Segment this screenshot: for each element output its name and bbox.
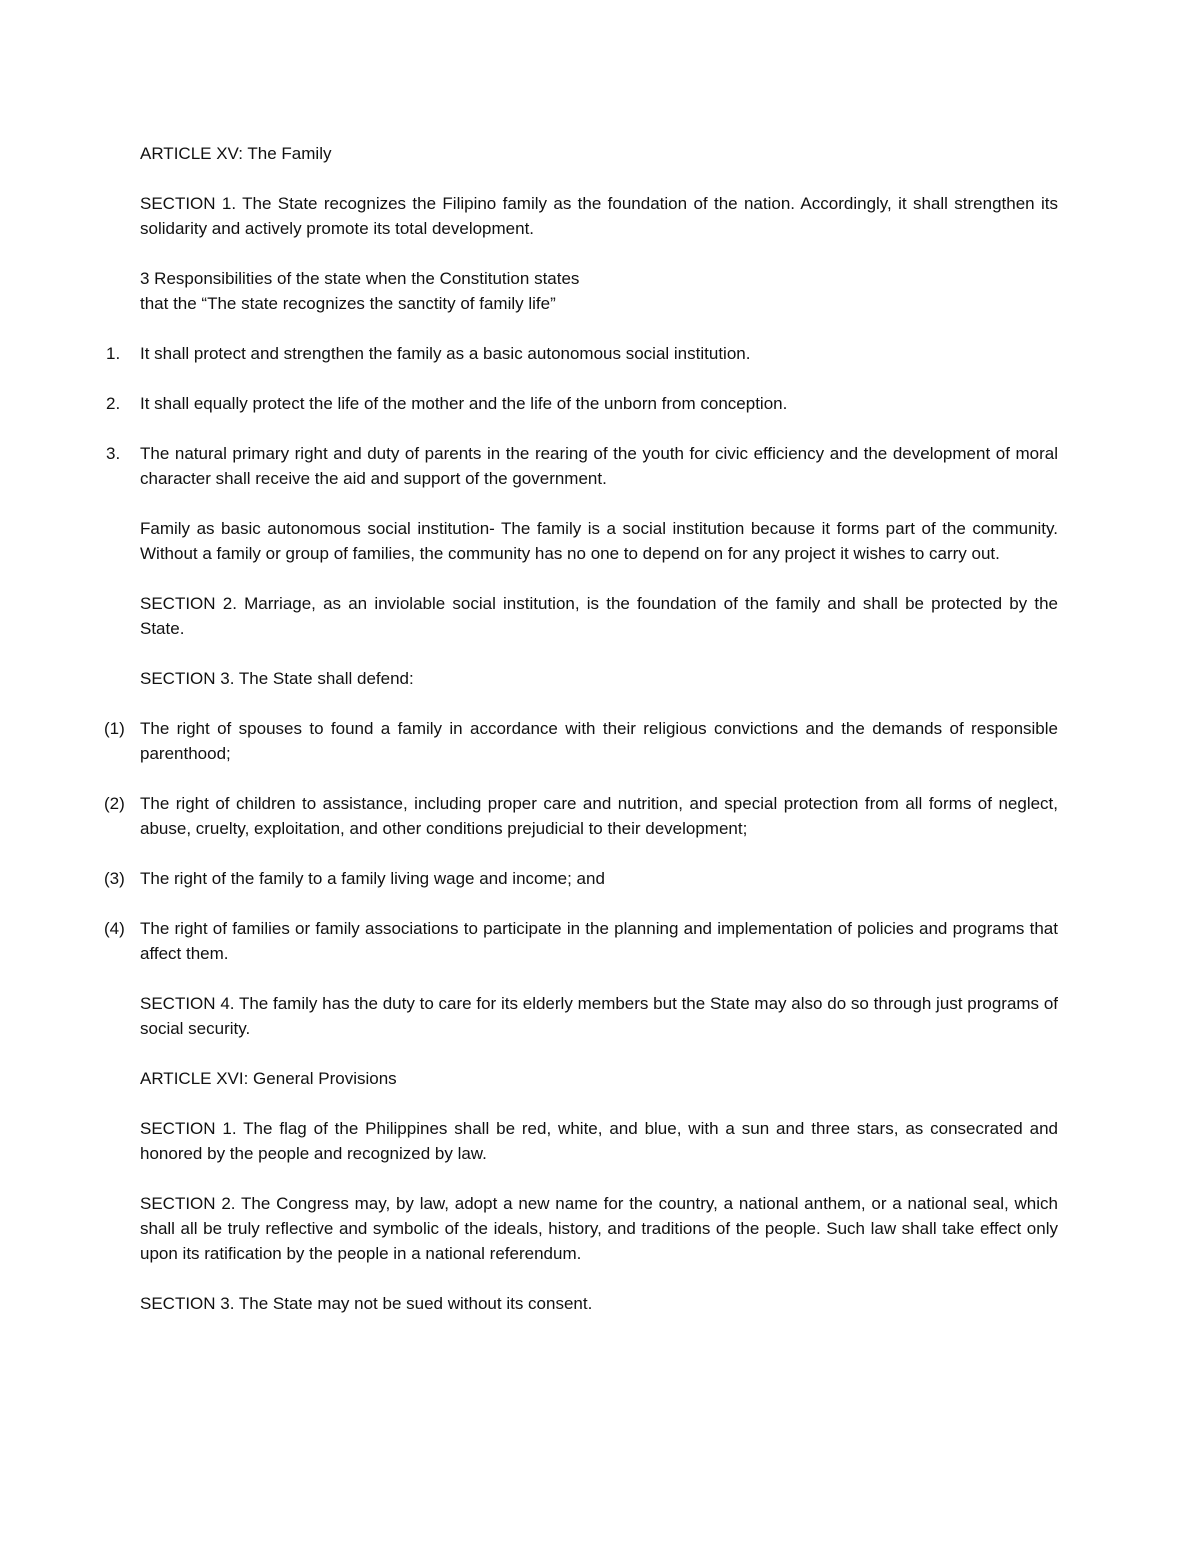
article-16-section-2: SECTION 2. The Congress may, by law, adopt a new name for the country, a national anthem, or a national seal, which shall all be truly reflective and symbolic of the ideals, history, and traditions of the people. Such law shall take effect only upon its ratification by the people in a national referendum. <box>140 1194 1058 1263</box>
document-body <box>104 141 1058 1341</box>
list-item-text: The right of families or family associations to participate in the planning and implementation of policies and programs that affect them. <box>140 919 1058 963</box>
article-15-title: ARTICLE XV: The Family <box>140 144 332 163</box>
responsibility-item <box>106 391 1058 416</box>
list-marker: 1. <box>106 344 121 363</box>
list-item-text: The right of the family to a family living wage and income; and <box>140 869 605 888</box>
responsibility-item <box>106 441 1058 491</box>
list-marker: (2) <box>104 794 125 813</box>
list-item-text: The natural primary right and duty of parents in the rearing of the youth for civic efficiency and the development of moral character shall receive the aid and support of the government. <box>140 444 1058 488</box>
article-15-section-4: SECTION 4. The family has the duty to care for its elderly members but the State may also do so through just programs of social security. <box>140 994 1058 1038</box>
list-item-text: It shall equally protect the life of the mother and the life of the unborn from conception. <box>140 394 788 413</box>
defend-item <box>104 716 1058 766</box>
list-marker: (3) <box>104 869 125 888</box>
family-institution-paragraph: Family as basic autonomous social institution- The family is a social institution because it forms part of the community. Without a family or group of families, the community has no one to depend on for any project it wishes to carry out. <box>140 519 1058 563</box>
list-marker: 3. <box>106 444 121 463</box>
list-item-text: It shall protect and strengthen the family as a basic autonomous social institution. <box>140 344 751 363</box>
list-item-text: The right of children to assistance, including proper care and nutrition, and special protection from all forms of neglect, abuse, cruelty, exploitation, and other conditions prejudicial to their development; <box>140 794 1058 838</box>
defend-item <box>104 866 1058 891</box>
article-15-section-1: SECTION 1. The State recognizes the Filipino family as the foundation of the nation. Accordingly, it shall strengthen its solidarity and actively promote its total development. <box>140 194 1058 238</box>
list-marker: 2. <box>106 394 121 413</box>
responsibilities-intro-line-1: 3 Responsibilities of the state when the Constitution states <box>140 269 580 288</box>
article-16-section-1: SECTION 1. The flag of the Philippines shall be red, white, and blue, with a sun and three stars, as consecrated and honored by the people and recognized by law. <box>140 1119 1058 1163</box>
responsibilities-intro-line-2: that the “The state recognizes the sanctity of family life” <box>140 294 556 313</box>
defend-item <box>104 791 1058 841</box>
article-16-title: ARTICLE XVI: General Provisions <box>140 1069 397 1088</box>
responsibilities-intro <box>140 266 1058 316</box>
list-item-text: The right of spouses to found a family in accordance with their religious convictions and the demands of responsible parenthood; <box>140 719 1058 763</box>
article-15-section-3: SECTION 3. The State shall defend: <box>140 669 414 688</box>
responsibility-item <box>106 341 1058 366</box>
list-marker: (1) <box>104 719 125 738</box>
list-marker: (4) <box>104 919 125 938</box>
defend-item <box>104 916 1058 966</box>
article-15-section-2: SECTION 2. Marriage, as an inviolable social institution, is the foundation of the family and shall be protected by the State. <box>140 594 1058 638</box>
article-16-section-3: SECTION 3. The State may not be sued without its consent. <box>140 1294 593 1313</box>
